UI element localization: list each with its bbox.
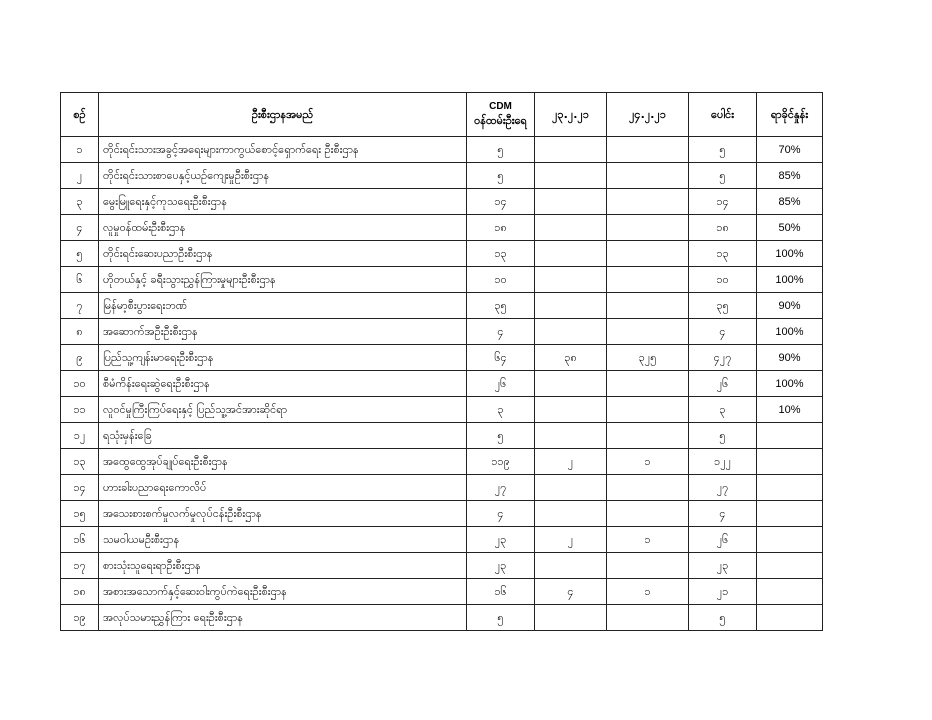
cell-date2 bbox=[607, 475, 689, 501]
cdm-staff-table bbox=[60, 92, 823, 631]
cell-total: ၃ bbox=[689, 397, 757, 423]
cell-date2: ၁ bbox=[607, 449, 689, 475]
header-percent: ရာခိုင်နှုန်း bbox=[757, 93, 823, 137]
cell-department: အစားအသောက်နှင့်ဆေးဝါးကွပ်ကဲရေးဦးစီးဌာန bbox=[99, 579, 467, 605]
table-row bbox=[61, 319, 823, 345]
cell-date2: ၁ bbox=[607, 579, 689, 605]
cell-date2 bbox=[607, 553, 689, 579]
cell-percent bbox=[757, 553, 823, 579]
cell-total: ၅ bbox=[689, 163, 757, 189]
cell-cdm: ၂၃ bbox=[467, 527, 535, 553]
cell-date1 bbox=[535, 293, 607, 319]
cell-date2 bbox=[607, 163, 689, 189]
cell-no: ၁ bbox=[61, 137, 99, 163]
cell-total: ၂၆ bbox=[689, 527, 757, 553]
cell-cdm: ၅ bbox=[467, 137, 535, 163]
cell-percent: 70% bbox=[757, 137, 823, 163]
cell-no: ၃ bbox=[61, 189, 99, 215]
cell-no: ၁၆ bbox=[61, 527, 99, 553]
cell-department: ဟိုတယ်နှင့် ခရီးသွားညွှန်ကြားမှုများဦးစီးဌာန bbox=[99, 267, 467, 293]
header-cdm bbox=[467, 93, 535, 137]
cell-department: မွေးမြူရေးနှင့်ကုသရေးဦးစီးဌာန bbox=[99, 189, 467, 215]
cell-no: ၁၀ bbox=[61, 371, 99, 397]
cell-no: ၁၅ bbox=[61, 501, 99, 527]
cell-total: ၂၁ bbox=[689, 579, 757, 605]
cell-cdm: ၅ bbox=[467, 605, 535, 631]
cell-percent bbox=[757, 423, 823, 449]
cell-date1 bbox=[535, 215, 607, 241]
cell-date1: ၄ bbox=[535, 579, 607, 605]
cell-date2 bbox=[607, 397, 689, 423]
table-row bbox=[61, 215, 823, 241]
cell-percent: 90% bbox=[757, 293, 823, 319]
cell-percent bbox=[757, 501, 823, 527]
cell-date2 bbox=[607, 215, 689, 241]
cell-cdm: ၁၃ bbox=[467, 241, 535, 267]
cell-percent bbox=[757, 527, 823, 553]
cell-cdm: ၁၈ bbox=[467, 215, 535, 241]
cell-department: သမဝါယမဦးစီးဌာန bbox=[99, 527, 467, 553]
cell-department: ပြည်သူ့ကျန်းမာရေးဦးစီးဌာန bbox=[99, 345, 467, 371]
cell-percent bbox=[757, 449, 823, 475]
cell-cdm: ၁၆ bbox=[467, 579, 535, 605]
header-no: စဉ် bbox=[61, 93, 99, 137]
cell-no: ၈ bbox=[61, 319, 99, 345]
cell-date1 bbox=[535, 137, 607, 163]
cell-date2: ၃၂၅ bbox=[607, 345, 689, 371]
cell-percent: 100% bbox=[757, 241, 823, 267]
cell-date1 bbox=[535, 605, 607, 631]
table-row bbox=[61, 605, 823, 631]
cell-percent: 100% bbox=[757, 267, 823, 293]
cell-total: ၄ bbox=[689, 319, 757, 345]
cell-date1 bbox=[535, 475, 607, 501]
cell-no: ၁၈ bbox=[61, 579, 99, 605]
cell-department: တိုင်းရင်းသားအခွင့်အရေးများကာကွယ်စောင့်ရှောက်ရေး ဦးစီးဌာန bbox=[99, 137, 467, 163]
cell-percent bbox=[757, 579, 823, 605]
cell-date2 bbox=[607, 319, 689, 345]
cell-total: ၂၇ bbox=[689, 475, 757, 501]
cell-cdm: ၁၄ bbox=[467, 189, 535, 215]
cell-date2: ၁ bbox=[607, 527, 689, 553]
cell-percent: 50% bbox=[757, 215, 823, 241]
cell-no: ၇ bbox=[61, 293, 99, 319]
table-header bbox=[61, 93, 823, 137]
cell-no: ၁၂ bbox=[61, 423, 99, 449]
cell-percent bbox=[757, 605, 823, 631]
cell-total: ၂၆ bbox=[689, 371, 757, 397]
cell-percent bbox=[757, 475, 823, 501]
table-row bbox=[61, 449, 823, 475]
cell-date1: ၂ bbox=[535, 527, 607, 553]
cell-no: ၁၉ bbox=[61, 605, 99, 631]
table-row bbox=[61, 137, 823, 163]
cell-total: ၅ bbox=[689, 137, 757, 163]
cell-department: စားသုံးသူရေးရာဦးစီးဌာန bbox=[99, 553, 467, 579]
header-date2: ၂၄.၂.၂၁ bbox=[607, 93, 689, 137]
cell-date2 bbox=[607, 267, 689, 293]
table-row bbox=[61, 371, 823, 397]
cell-total: ၁၃ bbox=[689, 241, 757, 267]
cell-total: ၁၄ bbox=[689, 189, 757, 215]
cell-date2 bbox=[607, 293, 689, 319]
cell-percent: 90% bbox=[757, 345, 823, 371]
cell-total: ၄၂၇ bbox=[689, 345, 757, 371]
cell-cdm: ၁၁၉ bbox=[467, 449, 535, 475]
cell-cdm: ၄ bbox=[467, 501, 535, 527]
table-row bbox=[61, 579, 823, 605]
cell-date1 bbox=[535, 267, 607, 293]
cell-date2 bbox=[607, 241, 689, 267]
header-row bbox=[61, 93, 823, 137]
cell-date2 bbox=[607, 423, 689, 449]
cell-date1 bbox=[535, 319, 607, 345]
table-row bbox=[61, 423, 823, 449]
cell-total: ၅ bbox=[689, 423, 757, 449]
cell-no: ၆ bbox=[61, 267, 99, 293]
table-row bbox=[61, 293, 823, 319]
cell-cdm: ၂၇ bbox=[467, 475, 535, 501]
cell-date2 bbox=[607, 501, 689, 527]
table-row bbox=[61, 397, 823, 423]
cell-date1 bbox=[535, 501, 607, 527]
header-department: ဦးစီးဌာနအမည် bbox=[99, 93, 467, 137]
table-row bbox=[61, 189, 823, 215]
cell-no: ၂ bbox=[61, 163, 99, 189]
cell-date1: ၂ bbox=[535, 449, 607, 475]
cell-department: တိုင်းရင်းဆေးပညာဦးစီးဌာန bbox=[99, 241, 467, 267]
cell-total: ၃၅ bbox=[689, 293, 757, 319]
cell-percent: 85% bbox=[757, 163, 823, 189]
table-row bbox=[61, 163, 823, 189]
header-cdm-line1: CDM bbox=[489, 100, 512, 112]
cell-no: ၁၇ bbox=[61, 553, 99, 579]
cell-cdm: ၅ bbox=[467, 423, 535, 449]
cell-cdm: ၁၀ bbox=[467, 267, 535, 293]
cell-no: ၅ bbox=[61, 241, 99, 267]
cell-date1 bbox=[535, 371, 607, 397]
table-row bbox=[61, 345, 823, 371]
table-body bbox=[61, 137, 823, 631]
cell-total: ၅ bbox=[689, 605, 757, 631]
cell-date2 bbox=[607, 605, 689, 631]
cell-percent: 100% bbox=[757, 319, 823, 345]
cell-cdm: ၆၄ bbox=[467, 345, 535, 371]
cell-date1 bbox=[535, 553, 607, 579]
cell-total: ၁၈ bbox=[689, 215, 757, 241]
cell-percent: 100% bbox=[757, 371, 823, 397]
cell-department: အသေးစားစက်မှုလက်မှုလုပ်ငန်းဦးစီးဌာန bbox=[99, 501, 467, 527]
cell-department: မြန်မာ့စီးပွားရေးဘဏ် bbox=[99, 293, 467, 319]
cell-no: ၁၃ bbox=[61, 449, 99, 475]
cell-cdm: ၅ bbox=[467, 163, 535, 189]
table-row bbox=[61, 267, 823, 293]
cell-date2 bbox=[607, 371, 689, 397]
cell-department: အဆောက်အဦးဦးစီးဌာန bbox=[99, 319, 467, 345]
cell-department: အထွေထွေအုပ်ချုပ်ရေးဦးစီးဌာန bbox=[99, 449, 467, 475]
cell-department: အလုပ်သမားညွှန်ကြား ရေးဦးစီးဌာန bbox=[99, 605, 467, 631]
cell-total: ၄ bbox=[689, 501, 757, 527]
cell-date1 bbox=[535, 423, 607, 449]
header-total: ပေါင်း bbox=[689, 93, 757, 137]
cell-percent: 85% bbox=[757, 189, 823, 215]
table-row bbox=[61, 475, 823, 501]
cell-department: လူဝင်မှုကြီးကြပ်ရေးနှင့် ပြည်သူ့အင်အားဆိုင်ရာ bbox=[99, 397, 467, 423]
cell-total: ၂၃ bbox=[689, 553, 757, 579]
cell-date1: ၃၈ bbox=[535, 345, 607, 371]
cell-date2 bbox=[607, 189, 689, 215]
cell-date2 bbox=[607, 137, 689, 163]
cell-department: တိုင်းရင်းသားစာပေနှင့်ယဉ်ကျေးမှုဦးစီးဌာန bbox=[99, 163, 467, 189]
cell-cdm: ၄ bbox=[467, 319, 535, 345]
cell-department: ဟားခါးပညာရေးကောလိပ် bbox=[99, 475, 467, 501]
table-row bbox=[61, 241, 823, 267]
cell-date1 bbox=[535, 397, 607, 423]
cell-date1 bbox=[535, 189, 607, 215]
table-row bbox=[61, 553, 823, 579]
cell-department: စီမံကိန်းရေးဆွဲရေးဦးစီးဌာန bbox=[99, 371, 467, 397]
cell-cdm: ၂၃ bbox=[467, 553, 535, 579]
cell-no: ၁၄ bbox=[61, 475, 99, 501]
cell-cdm: ၂၆ bbox=[467, 371, 535, 397]
header-cdm-line2: ဝန်ထမ်းဦးရေ bbox=[474, 113, 527, 127]
cell-total: ၁၂၂ bbox=[689, 449, 757, 475]
cell-date1 bbox=[535, 163, 607, 189]
header-date1: ၂၃.၂.၂၁ bbox=[535, 93, 607, 137]
cell-no: ၁၁ bbox=[61, 397, 99, 423]
cell-total: ၁၀ bbox=[689, 267, 757, 293]
cell-department: လူမှုဝန်ထမ်းဦးစီးဌာန bbox=[99, 215, 467, 241]
cell-cdm: ၃၅ bbox=[467, 293, 535, 319]
cell-cdm: ၃ bbox=[467, 397, 535, 423]
cell-percent: 10% bbox=[757, 397, 823, 423]
table-row bbox=[61, 501, 823, 527]
cell-department: ရသုံးမှန်းခြေ bbox=[99, 423, 467, 449]
cell-no: ၉ bbox=[61, 345, 99, 371]
table-row bbox=[61, 527, 823, 553]
cell-no: ၄ bbox=[61, 215, 99, 241]
cell-date1 bbox=[535, 241, 607, 267]
